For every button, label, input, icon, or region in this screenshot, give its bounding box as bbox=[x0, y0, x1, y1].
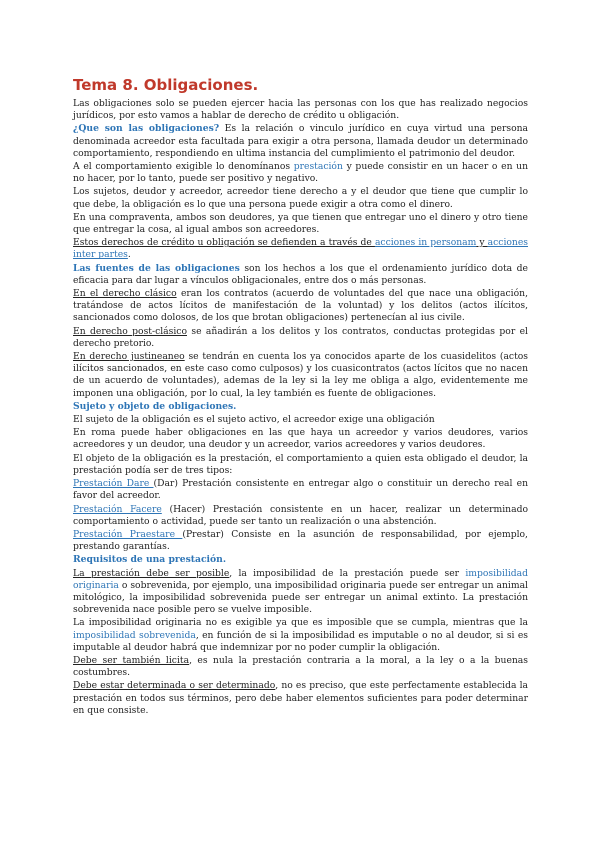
acciones-paragraph bbox=[73, 237, 528, 261]
clasico-label: En el derecho clásico bbox=[73, 288, 177, 300]
acciones-inter-partes-link[interactable]: acciones inter partes bbox=[73, 237, 528, 261]
text-span: (Dar) Prestación consistente en entregar algo o constituir un derecho real en favor del acreedor. bbox=[73, 478, 528, 502]
intro-paragraph: Las obligaciones solo se pueden ejercer hacia las personas con los que has realizado negocios jurídicos, por esto vamos a hablar de derecho de crédito u obligación. bbox=[73, 98, 528, 122]
requisito-posible-paragraph bbox=[73, 568, 528, 617]
requisito-determinada-paragraph bbox=[73, 680, 528, 717]
text-span: y puede consistir en un hacer o en un no hacer, por lo tanto, puede ser positivo y negativo. bbox=[73, 161, 528, 185]
document-page bbox=[73, 76, 528, 718]
postclasico-label: En derecho post-clásico bbox=[73, 325, 187, 337]
sujeto-paragraph-3: El objeto de la obligación es la prestación, el comportamiento a quien esta obligado el deudor, la prestación podía ser de tres tipos: bbox=[73, 452, 528, 476]
text-span: se tendrán en cuenta los ya conocidos aparte de los cuasidelitos (actos ilícitos sancionados, en este caso como culposos) y los cuasicontratos (actos lícitos que no nacen de un acuerdo de voluntades), ademas de la ley si la ley me obliga a algo, evidentemente me imponen una obligación, por lo cual, la ley también es fuente de obligaciones. bbox=[73, 351, 529, 399]
justinianeo-label: En derecho justineaneo bbox=[73, 351, 185, 363]
requisito-determinada-label: Debe estar determinada o ser determinado bbox=[73, 680, 276, 692]
text-span: , es nula la prestación contraria a la moral, a la ley o a la buenas costumbres. bbox=[73, 654, 528, 679]
postclasico-paragraph bbox=[73, 326, 528, 350]
compraventa-paragraph: En una compraventa, ambos son deudores, ya que tienen que entregar uno el dinero y otro tiene que entregar la cosa, al igual ambos son acreedores. bbox=[73, 211, 528, 236]
praestare-label: Prestación Praestare bbox=[73, 528, 183, 540]
text-span: eran los contratos (acuerdo de voluntades del que nace una obligación, tratándose de actos lícitos de manifestación de la voluntad) y los delitos (actos ilícitos, sancionados como dolosos, de los que brotan obligaciones) pertenecían al ius civile. bbox=[73, 288, 528, 324]
facere-paragraph bbox=[73, 504, 528, 528]
text-span: , la imposibilidad de la prestación puede ser bbox=[229, 567, 466, 579]
text-span: La imposibilidad originaria no es exigible ya que es imposible que se cumpla, mientras que la bbox=[73, 617, 528, 629]
sujeto-paragraph-1: El sujeto de la obligación es el sujeto activo, el acreedor exige una obligación bbox=[73, 414, 435, 426]
sujeto-paragraph-2: En roma puede haber obligaciones en las que haya un acreedor y varios deudores, varios acreedores y un deudor, una deudor y un acreedor, varios acreedores y varios deudores. bbox=[73, 427, 528, 451]
facere-label: Prestación Facere bbox=[73, 503, 162, 515]
requisito-licita-paragraph bbox=[73, 655, 528, 679]
requisito-licita-label: Debe ser también licita bbox=[73, 654, 190, 666]
sujeto-heading: Sujeto y objeto de obligaciones. bbox=[73, 400, 237, 412]
page-title: Tema 8. Obligaciones. bbox=[73, 76, 259, 94]
text-span: (Hacer) Prestación consistente en un hacer, realizar un determinado comportamiento o actividad, puede ser tanto un realización o una abstención. bbox=[73, 503, 528, 527]
definition-paragraph bbox=[73, 123, 528, 160]
dare-paragraph bbox=[73, 478, 528, 502]
requisito-posible-label: La prestación debe ser posible bbox=[73, 567, 230, 579]
praestare-paragraph bbox=[73, 529, 528, 553]
requisitos-heading: Requisitos de una prestación. bbox=[73, 554, 227, 566]
clasico-paragraph bbox=[73, 288, 528, 325]
text-span: (Prestar) Consiste en la asunción de responsabilidad, por ejemplo, prestando garantías. bbox=[73, 528, 528, 553]
text-span: , en función de si la imposibilidad es imputable o no al deudor, si si es imputable al deudor habrá que indemnizar por no poder cumplir la obligación. bbox=[73, 629, 528, 653]
imposibilidad-paragraph bbox=[73, 617, 528, 654]
imposibilidad-originaria-term: imposibilidad originaria bbox=[73, 567, 528, 591]
fuentes-paragraph bbox=[73, 263, 528, 287]
text-span: o sobrevenida, por ejemplo, una imposibilidad originaria puede ser entregar un animal mitológico, la imposibilidad sobrevenida puede ser entregar un animal extinto. La prestación sobrevenida nace posible pero se vuelve imposible. bbox=[73, 579, 528, 616]
prestacion-term: prestación bbox=[293, 161, 343, 173]
text-span: son los hechos a los que el ordenamiento jurídico dota de eficacia para dar lugar a vínculos obligacionales, entre dos o más personas. bbox=[73, 262, 528, 286]
text-span: se añadirán a los delitos y los contratos, conductas protegidas por el derecho pretorio. bbox=[73, 325, 528, 349]
justinianeo-paragraph bbox=[73, 351, 528, 400]
fuentes-heading: Las fuentes de las obligaciones bbox=[73, 262, 240, 274]
acciones-in-personam-link[interactable]: acciones in personam bbox=[374, 237, 477, 249]
definition-heading: ¿Que son las obligaciones? bbox=[73, 123, 220, 135]
text-span: . bbox=[127, 249, 131, 261]
imposibilidad-sobrevenida-term: imposibilidad sobrevenida bbox=[73, 629, 196, 641]
definition-text: Es la relación o vinculo jurídico en cuya virtud una persona denominada acreedor esta facultada para exigir a otra persona, llamada deudor un determinado comportamiento, respondiendo en ultima instancia del cumplimiento el patrimonio del deudor. bbox=[73, 123, 528, 159]
text-span: Estos derechos de crédito u obligación se defienden a través de bbox=[73, 237, 375, 249]
text-span: A el comportamiento exigible lo denomínanos bbox=[73, 161, 294, 173]
text-span: y bbox=[476, 237, 488, 249]
prestacion-paragraph bbox=[73, 161, 528, 185]
text-span: , no es preciso, que este perfectamente establecida la prestación en todos sus términos, pero debe haber elementos suficientes para poder determinar en que consiste. bbox=[73, 680, 529, 716]
dare-label: Prestación Dare bbox=[73, 478, 154, 490]
sujetos-paragraph: Los sujetos, deudor y acreedor, acreedor tiene derecho a y el deudor que tiene que cumplir lo que debe, la obligación es lo que una persona puede exigir a otra como el dinero. bbox=[73, 186, 528, 210]
